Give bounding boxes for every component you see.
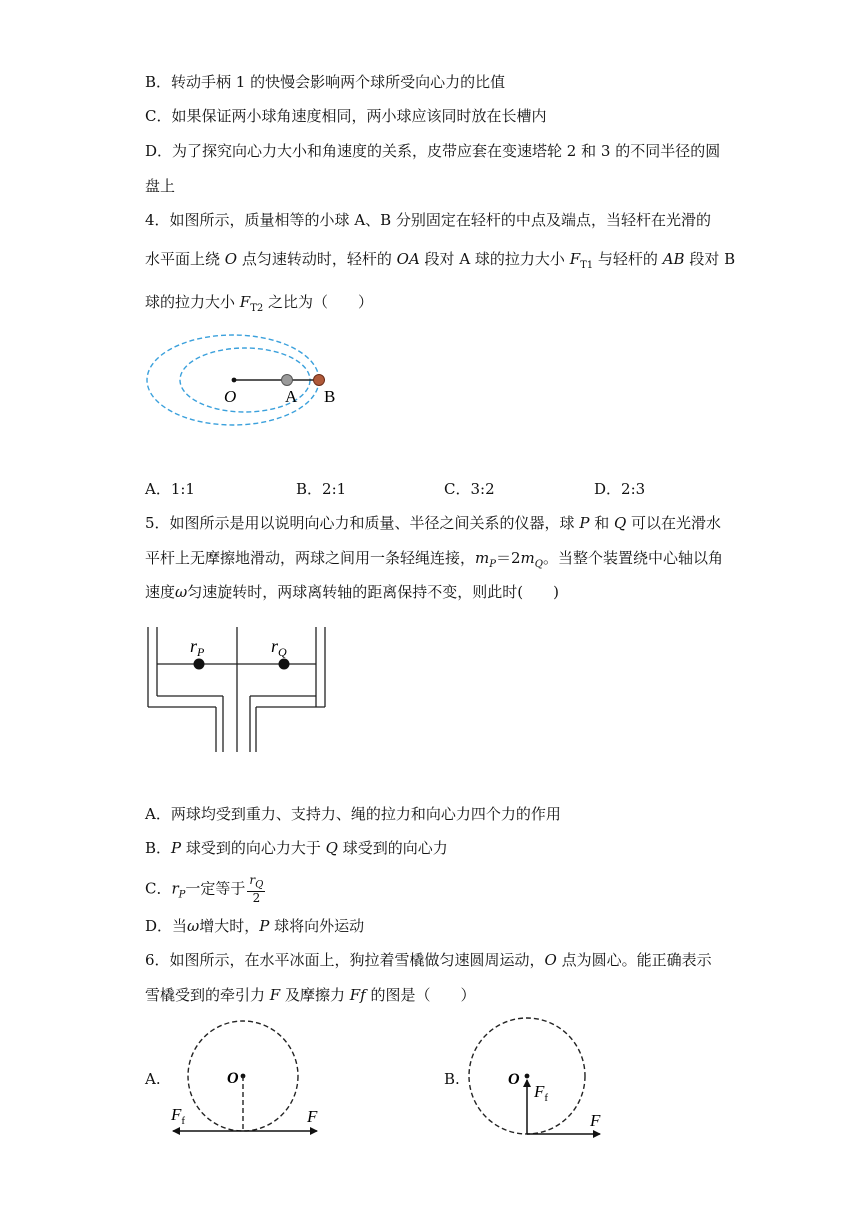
q5-ball-q bbox=[279, 659, 290, 670]
q6-option-a-label: A. bbox=[145, 1070, 161, 1088]
q4-option-d: D．2:3 bbox=[594, 480, 646, 498]
q5-label-rq: $r_Q$ bbox=[271, 636, 287, 659]
q6b-center-o bbox=[525, 1074, 530, 1079]
q6a-label-f: F bbox=[307, 1107, 318, 1126]
q4-ball-a bbox=[282, 375, 293, 386]
q4-label-o: O bbox=[224, 387, 237, 406]
q5-fraction: $\frac{r_Q}{2}$ bbox=[249, 873, 264, 906]
q6-option-b-label: B. bbox=[444, 1070, 460, 1088]
q5-stem-line1: 5．如图所示是用以说明向心力和质量、半径之间关系的仪器，球 P 和 Q 可以在光滑水 bbox=[145, 514, 722, 532]
q3-option-d-line1: D．为了探究向心力大小和角速度的关系，皮带应套在变速塔轮 2 和 3 的不同半径的圆 bbox=[145, 142, 721, 160]
q4-option-b: B．2:1 bbox=[296, 480, 347, 498]
q4-pivot-o bbox=[232, 378, 237, 383]
q5-stem-line3: 速度ω匀速旋转时，两球离转轴的距离保持不变，则此时( ) bbox=[145, 583, 559, 601]
q3-option-c: C．如果保证两小球角速度相同，两小球应该同时放在长槽内 bbox=[145, 107, 547, 125]
q6a-label-o: O bbox=[227, 1070, 239, 1087]
q6b-label-ff: $F_f$ bbox=[534, 1082, 549, 1104]
q6b-label-f: F bbox=[590, 1111, 601, 1130]
q4-label-a: A bbox=[285, 387, 298, 406]
q5-stem-line2: 平杆上无摩擦地滑动，两球之间用一条轻绳连接，$m_P=2m_Q$。当整个装置绕中心轴以角 bbox=[145, 549, 723, 570]
q6-figure-b bbox=[462, 1015, 622, 1145]
q3-option-b: B．转动手柄 1 的快慢会影响两个球所受向心力的比值 bbox=[145, 73, 506, 91]
q3-option-d-line2: 盘上 bbox=[145, 177, 176, 195]
q6-figure-a bbox=[165, 1015, 335, 1145]
q6a-label-ff: $F_f$ bbox=[171, 1105, 186, 1127]
q4-ball-b bbox=[314, 375, 325, 386]
q5-option-a: A．两球均受到重力、支持力、绳的拉力和向心力四个力的作用 bbox=[145, 805, 561, 823]
q5-option-b: B．P 球受到的向心力大于 Q 球受到的向心力 bbox=[145, 839, 448, 857]
q4-option-a: A．1:1 bbox=[145, 480, 195, 498]
q5-figure-apparatus bbox=[140, 622, 340, 757]
q6b-label-o: O bbox=[508, 1071, 520, 1088]
q4-figure-rotating-rod bbox=[140, 330, 360, 440]
q5-ball-p bbox=[194, 659, 205, 670]
q5-option-d: D．当ω增大时，P 球将向外运动 bbox=[145, 917, 365, 935]
q4-option-c: C．3:2 bbox=[444, 480, 495, 498]
q6-stem-line2: 雪橇受到的牵引力 F 及摩擦力 Ff 的图是（ ） bbox=[145, 986, 476, 1004]
q6-stem-line1: 6．如图所示，在水平冰面上，狗拉着雪橇做匀速圆周运动，O 点为圆心。能正确表示 bbox=[145, 951, 712, 969]
q4-stem-line1: 4．如图所示，质量相等的小球 A、B 分别固定在轻杆的中点及端点，当轻杆在光滑的 bbox=[145, 211, 711, 229]
q4-stem-line2: 水平面上绕 O 点匀速转动时，轻杆的 OA 段对 A 球的拉力大小 $F_{T1}$ 与轻杆的 AB 段对 B bbox=[145, 250, 736, 271]
q4-label-b: B bbox=[324, 387, 336, 406]
q5-label-rp: $r_P$ bbox=[190, 636, 205, 659]
q5-option-c: C．$r_P$一定等于 $\frac{r_Q}{2}$ bbox=[145, 873, 264, 906]
q4-stem-line3: 球的拉力大小 $F_{T2}$ 之比为（ ） bbox=[145, 293, 374, 314]
